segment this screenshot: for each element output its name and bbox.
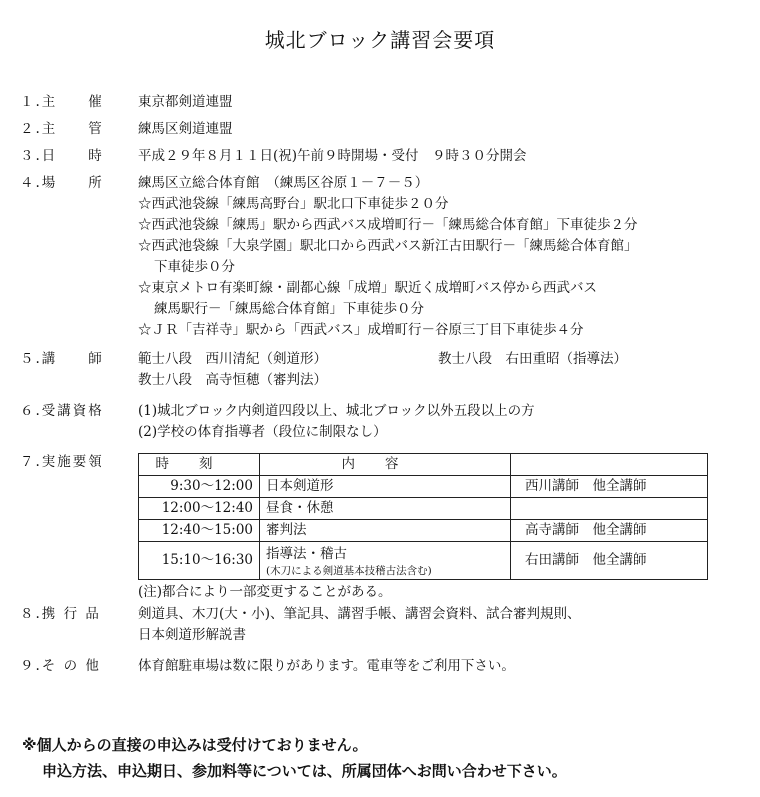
section-items-label: ８.携 行 品 — [20, 606, 101, 622]
section-date — [20, 146, 740, 167]
schedule-header-time: 時刻 — [139, 454, 260, 476]
place-line: ☆東京メトロ有楽町線・副都心線「成増」駅近く成増町バス停から西武バス — [138, 280, 597, 296]
schedule-time: 15:10～16:30 — [139, 542, 260, 580]
table-row — [139, 520, 708, 542]
table-row — [139, 542, 708, 580]
place-line: 下車徒歩０分 — [154, 259, 235, 275]
schedule-content-main: 指導法・稽古 — [266, 545, 347, 562]
section-admin-text: 練馬区剣道連盟 — [138, 121, 233, 137]
section-date-text: 平成２９年８月１１日(祝)午前９時開場・受付 ９時３０分開会 — [138, 148, 527, 164]
instructor-nishikawa: 範士八段 西川清紀（剣道形） — [138, 351, 327, 367]
section-host-label: １.主 催 — [20, 94, 104, 110]
section-admin — [20, 119, 740, 140]
footer-line-1: ※個人からの直接の申込みは受付けておりません。 — [22, 736, 368, 754]
items-line: 剣道具、木刀(大・小)、筆記具、講習手帳、講習会資料、試合審判規則、 — [138, 606, 581, 622]
section-admin-label: ２.主 管 — [20, 121, 104, 137]
table-row — [139, 498, 708, 520]
schedule-time: 9:30～12:00 — [139, 476, 260, 498]
schedule-header-instructor — [511, 454, 708, 476]
schedule-header-content: 内容 — [260, 454, 511, 476]
section-items — [20, 604, 740, 646]
instructor-takadera: 教士八段 高寺恒穂（審判法） — [138, 372, 327, 388]
section-eligibility — [20, 401, 740, 443]
schedule-instructor — [511, 498, 708, 520]
section-date-label: ３.日 時 — [20, 148, 104, 164]
schedule-time: 12:00～12:40 — [139, 498, 260, 520]
place-line: ☆ＪＲ「吉祥寺」駅から「西武バス」成増町行－谷原三丁目下車徒歩４分 — [138, 322, 584, 338]
section-place-label: ４.場 所 — [20, 175, 104, 191]
place-line: ☆西武池袋線「練馬高野台」駅北口下車徒歩２０分 — [138, 196, 449, 212]
section-host-text: 東京都剣道連盟 — [138, 94, 233, 110]
section-schedule-label: ７.実施要領 — [20, 454, 104, 470]
schedule-instructor: 右田講師 他全講師 — [511, 542, 708, 580]
page-title: 城北ブロック講習会要項 — [264, 28, 496, 52]
place-line: ☆西武池袋線「大泉学園」駅北口から西武バス新江古田駅行－「練馬総合体育館」 — [138, 238, 638, 254]
table-row — [139, 476, 708, 498]
section-place — [20, 173, 740, 341]
schedule-instructor: 西川講師 他全講師 — [511, 476, 708, 498]
schedule-content-sub: (木刀による剣道基本技稽古法含む) — [266, 564, 432, 577]
section-instructors-body — [138, 349, 740, 391]
eligibility-line: (2)学校の体育指導者（段位に制限なし） — [138, 424, 387, 440]
section-eligibility-body — [138, 401, 740, 443]
schedule-time: 12:40～15:00 — [139, 520, 260, 542]
schedule-table — [138, 453, 708, 580]
schedule-note: (注)都合により一部変更することがある。 — [138, 584, 392, 600]
items-line: 日本剣道形解説書 — [138, 627, 246, 643]
place-line: 練馬駅行－「練馬総合体育館」下車徒歩０分 — [154, 301, 424, 317]
section-other — [20, 656, 740, 677]
footer-notice — [22, 732, 742, 784]
eligibility-line: (1)城北ブロック内剣道四段以上、城北ブロック以外五段以上の方 — [138, 403, 535, 419]
section-place-body — [138, 173, 740, 341]
schedule-content: 審判法 — [260, 520, 511, 542]
schedule-header-row — [139, 454, 708, 476]
section-instructors-label: ５.講 師 — [20, 351, 104, 367]
section-other-label: ９.そ の 他 — [20, 658, 101, 674]
schedule-content: 日本剣道形 — [260, 476, 511, 498]
footer-line-2: 申込方法、申込期日、参加料等については、所属団体へお問い合わせ下さい。 — [42, 762, 567, 780]
schedule-content — [260, 542, 511, 580]
section-instructors — [20, 349, 740, 391]
place-line: ☆西武池袋線「練馬」駅から西武バス成増町行－「練馬総合体育館」下車徒歩２分 — [138, 217, 638, 233]
section-other-text: 体育館駐車場は数に限りがあります。電車等をご利用下さい。 — [138, 658, 515, 674]
section-eligibility-label: ６.受講資格 — [20, 403, 104, 419]
section-schedule — [20, 452, 740, 603]
section-schedule-body — [138, 453, 740, 603]
section-items-body — [138, 604, 740, 646]
place-line: 練馬区立総合体育館 （練馬区谷原１－７－５） — [138, 175, 429, 191]
instructor-migita: 教士八段 右田重昭（指導法） — [438, 351, 627, 367]
schedule-content: 昼食・休憩 — [260, 498, 511, 520]
section-host — [20, 92, 740, 113]
schedule-instructor: 高寺講師 他全講師 — [511, 520, 708, 542]
